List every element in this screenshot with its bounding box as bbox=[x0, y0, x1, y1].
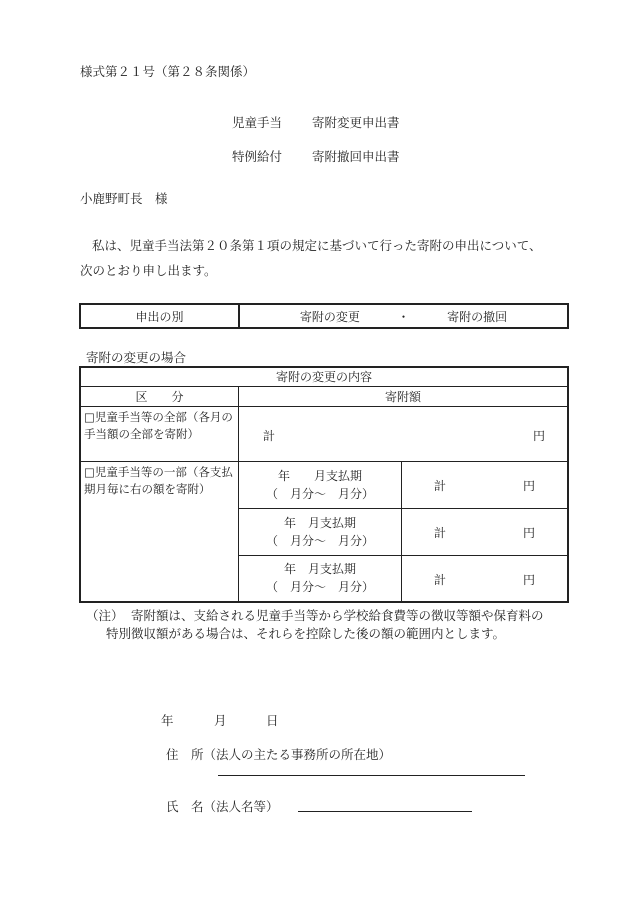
kei-label: 計 bbox=[263, 428, 276, 443]
period-month: 年 月支払期 bbox=[277, 468, 362, 483]
date-day: 日 bbox=[266, 713, 279, 728]
kei-label: 計 bbox=[434, 572, 447, 587]
addressee: 小鹿野町長 様 bbox=[80, 191, 168, 206]
title-child-allowance: 児童手当 bbox=[232, 115, 283, 130]
request-type-options bbox=[239, 304, 568, 328]
change-section-label: 寄附の変更の場合 bbox=[86, 350, 187, 365]
note-line1: 寄附額は、支給される児童手当等から学校給食費等の徴収等額や保育料の bbox=[131, 608, 544, 623]
period-cell-3 bbox=[239, 555, 402, 602]
row-full-donation-label[interactable]: □児童手当等の全部（各月の手当額の全部を寄附） bbox=[80, 406, 239, 461]
note-label: （注） bbox=[86, 608, 124, 623]
period-month: 年 月支払期 bbox=[283, 515, 356, 530]
amount-cell-2[interactable] bbox=[402, 508, 569, 555]
yen-label: 円 bbox=[522, 478, 535, 493]
option-change[interactable]: 寄附の変更 bbox=[299, 309, 360, 324]
date-year: 年 bbox=[161, 713, 174, 728]
yen-label: 円 bbox=[532, 428, 545, 443]
row-partial-donation-label[interactable]: □児童手当等の一部（各支払期月毎に右の額を寄附） bbox=[80, 461, 239, 602]
row-full-donation-amount[interactable] bbox=[239, 406, 569, 461]
form-number: 様式第２１号（第２８条関係） bbox=[80, 64, 256, 79]
name-label: 氏 名（法人名等） bbox=[166, 799, 279, 814]
period-cell-1 bbox=[239, 461, 402, 508]
change-table-header: 寄附の変更の内容 bbox=[80, 367, 568, 386]
period-month: 年 月支払期 bbox=[283, 562, 356, 577]
date-month: 月 bbox=[214, 713, 227, 728]
option-separator: ・ bbox=[397, 309, 410, 324]
title-special-benefit: 特例給付 bbox=[232, 149, 283, 164]
title-donation-withdraw: 寄附撤回申出書 bbox=[312, 149, 400, 164]
body-text-line1: 私は、児童手当法第２０条第１項の規定に基づいて行った寄附の申出について、 bbox=[92, 238, 542, 253]
address-field[interactable] bbox=[218, 775, 525, 776]
yen-label: 円 bbox=[522, 572, 535, 587]
address-label: 住 所（法人の主たる事務所の所在地） bbox=[166, 747, 392, 762]
col-amount: 寄附額 bbox=[239, 386, 569, 406]
option-withdraw[interactable]: 寄附の撤回 bbox=[447, 309, 508, 324]
period-range: （ 月分～ 月分） bbox=[265, 533, 374, 548]
period-range: （ 月分～ 月分） bbox=[265, 486, 374, 501]
body-text-line2: 次のとおり申し出ます。 bbox=[80, 263, 217, 278]
col-category: 区 分 bbox=[80, 386, 239, 406]
change-details-table bbox=[79, 366, 569, 603]
amount-cell-3[interactable] bbox=[402, 555, 569, 602]
kei-label: 計 bbox=[434, 478, 447, 493]
title-donation-change: 寄附変更申出書 bbox=[312, 115, 400, 130]
request-type-label: 申出の別 bbox=[80, 304, 239, 328]
period-cell-2 bbox=[239, 508, 402, 555]
note-line2: 特別徴収額がある場合は、それらを控除した後の額の範囲内とします。 bbox=[106, 626, 506, 641]
yen-label: 円 bbox=[522, 525, 535, 540]
period-range: （ 月分～ 月分） bbox=[265, 580, 374, 595]
kei-label: 計 bbox=[434, 525, 447, 540]
name-field[interactable] bbox=[298, 811, 472, 812]
amount-cell-1[interactable] bbox=[402, 461, 569, 508]
request-type-table bbox=[79, 303, 569, 329]
